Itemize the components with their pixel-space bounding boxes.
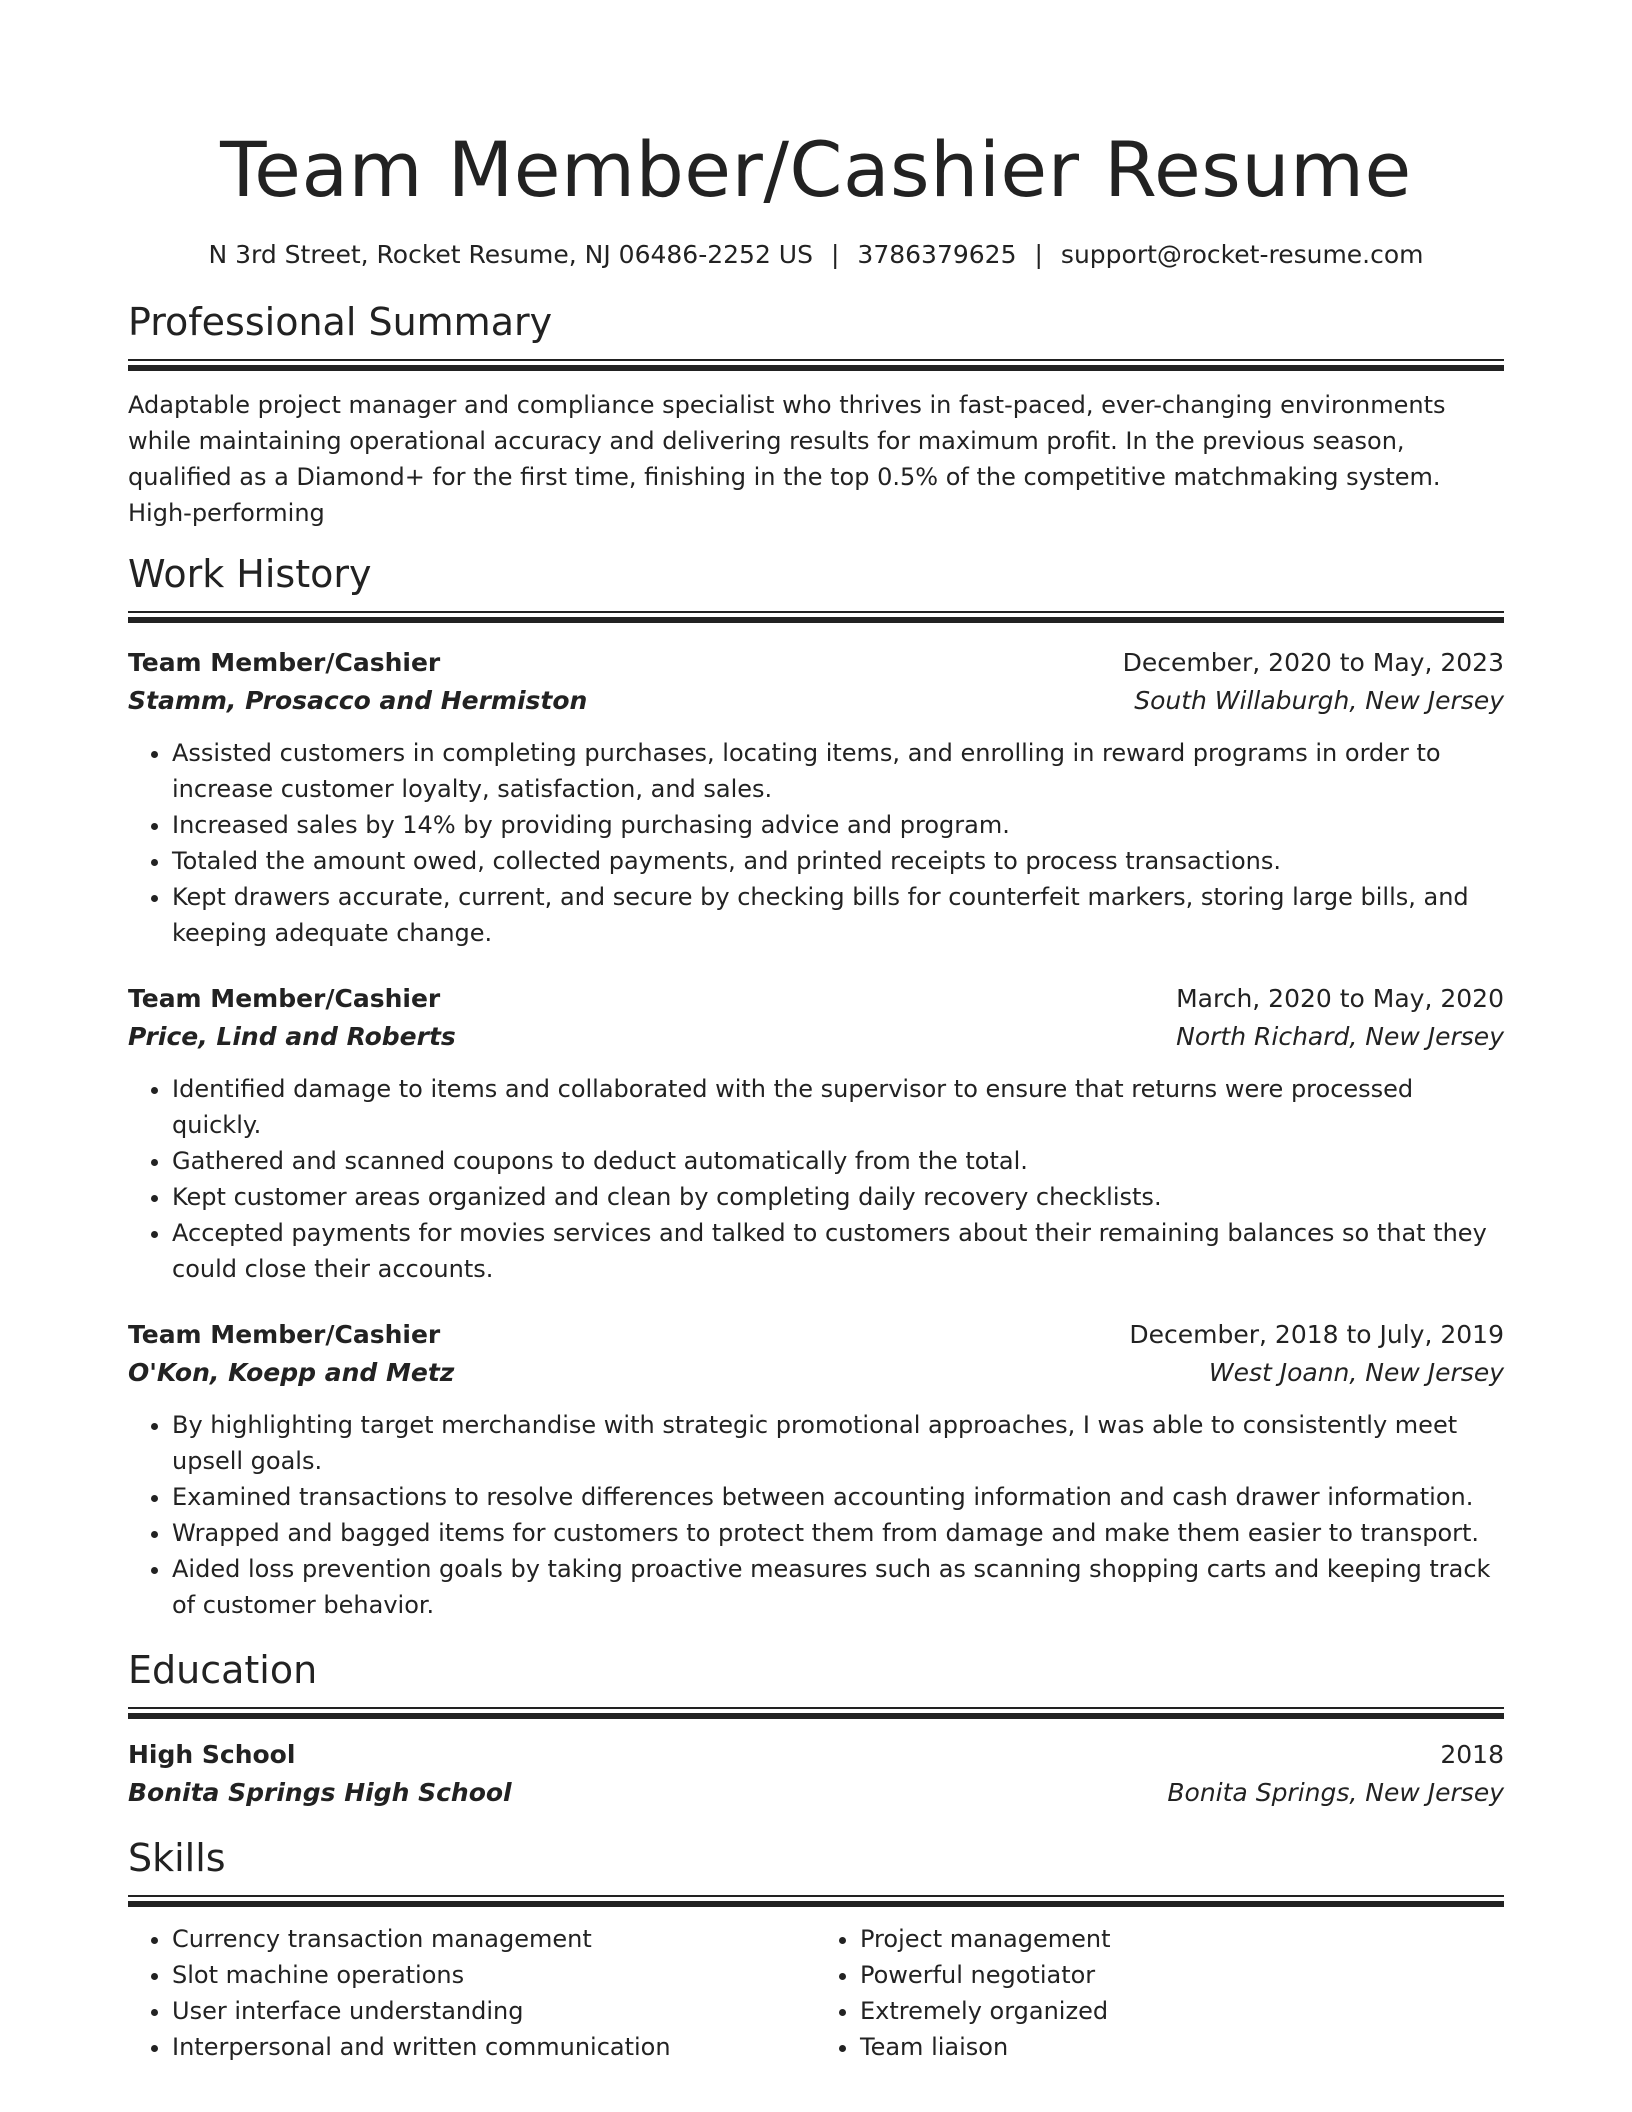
job-bullet: • Totaled the amount owed, collected payments, and printed receipts to process transactions. [172, 843, 1504, 879]
job-bullets [128, 1407, 1504, 1623]
job-bullet: • Wrapped and bagged items for customers to protect them from damage and make them easier to transport. [172, 1515, 1504, 1551]
job-entry [128, 645, 1504, 951]
education-year: 2018 [1440, 1740, 1504, 1769]
contact-phone: 3786379625 [857, 240, 1017, 269]
job-bullet: • Gathered and scanned coupons to deduct automatically from the total. [172, 1143, 1504, 1179]
job-bullets [128, 735, 1504, 951]
skill-item: • Team liaison [860, 2029, 1504, 2065]
skill-item: • Interpersonal and written communication [172, 2029, 816, 2065]
skills-column-right [816, 1921, 1504, 2065]
skill-item: • Slot machine operations [172, 1957, 816, 1993]
job-location: South Willaburgh, New Jersey [1134, 686, 1504, 715]
job-bullet: • Increased sales by 14% by providing purchasing advice and program. [172, 807, 1504, 843]
job-entry [128, 1317, 1504, 1623]
job-bullets [128, 1071, 1504, 1287]
section-divider [128, 1895, 1504, 1907]
job-company: O'Kon, Koepp and Metz [128, 1358, 455, 1387]
job-role: Team Member/Cashier [128, 984, 441, 1013]
job-bullet: • By highlighting target merchandise with strategic promotional approaches, I was able to consistently meet upsell goals. [172, 1407, 1504, 1479]
education-heading: Education [128, 1648, 318, 1692]
summary-heading: Professional Summary [128, 300, 553, 344]
job-company: Price, Lind and Roberts [128, 1022, 456, 1051]
skill-item: • Extremely organized [860, 1993, 1504, 2029]
education-location: Bonita Springs, New Jersey [1167, 1778, 1504, 1807]
job-role: Team Member/Cashier [128, 1320, 441, 1349]
job-dates: March, 2020 to May, 2020 [1176, 984, 1504, 1013]
job-bullet: • Identified damage to items and collaborated with the supervisor to ensure that returns were processed quickly. [172, 1071, 1504, 1143]
contact-separator: | [830, 240, 840, 269]
work-history-heading: Work History [128, 552, 372, 596]
job-bullet: • Aided loss prevention goals by taking proactive measures such as scanning shopping carts and keeping track of customer behavior. [172, 1551, 1504, 1623]
section-divider [128, 359, 1504, 371]
summary-section [128, 299, 1504, 531]
job-bullet: • Assisted customers in completing purchases, locating items, and enrolling in reward programs in order to increase customer loyalty, satisfaction, and sales. [172, 735, 1504, 807]
contact-separator: | [1034, 240, 1043, 269]
job-company: Stamm, Prosacco and Hermiston [128, 686, 588, 715]
summary-text: Adaptable project manager and compliance specialist who thrives in fast-paced, ever-changing environments while maintaining operational accuracy and delivering results for maximum profit. In the previous season, qualified as a Diamond+ for the first time, finishing in the top 0.5% of the competitive matchmaking system. High-performing [128, 391, 1446, 527]
skill-item: • Currency transaction management [172, 1921, 816, 1957]
education-section [128, 1647, 1504, 1813]
skill-item: • User interface understanding [172, 1993, 816, 2029]
education-degree: High School [128, 1740, 296, 1769]
job-bullet: • Kept customer areas organized and clean by completing daily recovery checklists. [172, 1179, 1504, 1215]
contact-address: N 3rd Street, Rocket Resume, NJ 06486-2252 US [208, 240, 813, 269]
skills-column-left [128, 1921, 816, 2065]
job-bullet: • Accepted payments for movies services and talked to customers about their remaining balances so that they could close their accounts. [172, 1215, 1504, 1287]
section-divider [128, 611, 1504, 623]
education-entry [128, 1737, 1504, 1813]
skills-heading: Skills [128, 1836, 226, 1880]
skills-section [128, 1835, 1504, 2065]
skills-grid [128, 1921, 1504, 2065]
job-entry [128, 981, 1504, 1287]
section-divider [128, 1707, 1504, 1719]
job-bullet: • Kept drawers accurate, current, and secure by checking bills for counterfeit markers, storing large bills, and keeping adequate change. [172, 879, 1504, 951]
resume-title: Team Member/Cashier Resume [220, 125, 1412, 214]
job-role: Team Member/Cashier [128, 648, 441, 677]
job-bullet: • Examined transactions to resolve differences between accounting information and cash drawer information. [172, 1479, 1504, 1515]
contact-email: support@rocket-resume.com [1060, 240, 1424, 269]
job-location: North Richard, New Jersey [1176, 1022, 1504, 1051]
contact-line [128, 238, 1504, 272]
job-dates: December, 2020 to May, 2023 [1122, 648, 1504, 677]
skill-item: • Powerful negotiator [860, 1957, 1504, 1993]
job-location: West Joann, New Jersey [1208, 1358, 1504, 1387]
work-history-section [128, 551, 1504, 1623]
education-school: Bonita Springs High School [128, 1778, 512, 1807]
job-dates: December, 2018 to July, 2019 [1129, 1320, 1504, 1349]
skill-item: • Project management [860, 1921, 1504, 1957]
